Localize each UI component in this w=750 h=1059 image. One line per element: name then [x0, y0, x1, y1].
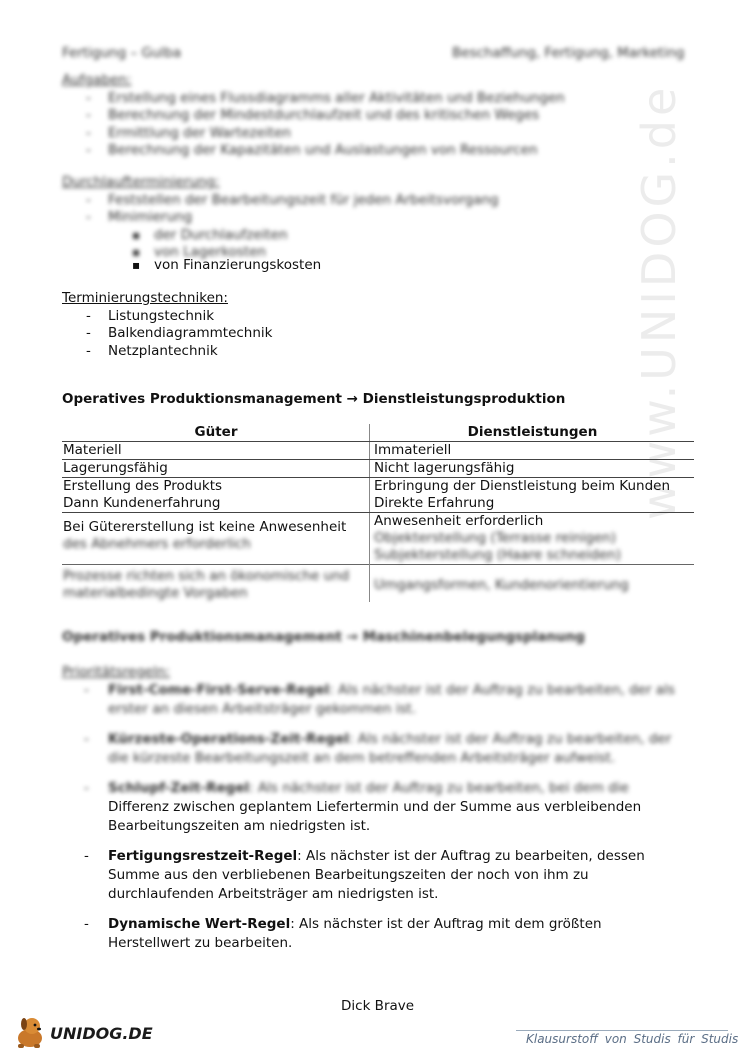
rule-text: durchlaufenden Arbeitsträger am niedrigsten ist.	[108, 886, 439, 902]
aufgaben-item: - Ermittlung der Wartezeiten	[62, 125, 565, 143]
aufgaben-item: - Berechnung der Mindestdurchlaufzeit und des kritischen Weges	[62, 107, 565, 125]
rule-name: First-Come-First-Serve-Regel	[108, 682, 330, 698]
table-row	[62, 460, 694, 478]
section-heading: Operatives Produktionsmanagement → Maschinenbelegungsplanung	[62, 629, 585, 645]
rule-name: Dynamische Wert-Regel	[108, 916, 291, 932]
table-cell	[62, 565, 370, 603]
rule-name: Kürzeste-Operations-Zeit-Regel	[108, 731, 350, 747]
rule-text: erster an diesen Arbeitsträger gekommen ist.	[108, 701, 417, 717]
table-cell-line: Erbringung der Dienstleistung beim Kunden	[374, 478, 670, 494]
table-cell-line: Subjekterstellung (Haare schneiden)	[374, 547, 621, 563]
durchlauf-section	[62, 174, 499, 262]
durchlauf-subitem: ▪ der Durchlaufzeiten	[62, 227, 499, 245]
table-cell	[62, 513, 370, 565]
table-cell	[370, 478, 695, 513]
unidog-logo[interactable]	[10, 1012, 160, 1052]
rule-item: - Kürzeste-Operations-Zeit-Regel: Als nächster ist der Auftrag zu bearbeiten, der die kürzeste Bearbeitungszeit an dem betreffenden Arbeitsträger aufweist.	[84, 730, 684, 768]
table-cell: Lagerungsfähig	[62, 460, 370, 478]
aufgaben-section	[62, 72, 565, 160]
rule-item: - Fertigungsrestzeit-Regel: Als nächster ist der Auftrag zu bearbeiten, dessen Summe aus den verbliebenen Bearbeitungszeiten der noch von ihm zu durchlaufenden Arbeitsträger am niedrigsten ist.	[84, 847, 684, 904]
rule-text: : Als nächster ist der Auftrag zu bearbeiten, dessen	[297, 848, 645, 864]
section-heading: Operatives Produktionsmanagement → Dienstleistungsproduktion	[62, 391, 566, 407]
table-header-dienstleistungen: Dienstleistungen	[370, 424, 695, 442]
table-header-row	[62, 424, 694, 442]
table-row	[62, 513, 694, 565]
rule-name: Schlupf-Zeit-Regel	[108, 780, 250, 796]
table-cell	[370, 513, 695, 565]
table-header-gueter: Güter	[62, 424, 370, 442]
table-cell	[62, 478, 370, 513]
table-cell: Immateriell	[370, 442, 695, 460]
techniken-item: - Listungstechnik	[62, 308, 272, 326]
aufgaben-title: Aufgaben:	[62, 72, 132, 88]
footer-divider	[516, 1030, 728, 1031]
prioritaetsregeln-title: Prioritätsregeln:	[62, 664, 170, 680]
table-row	[62, 478, 694, 513]
rule-text: Summe aus den verbliebenen Bearbeitungszeiten der noch von ihm zu	[108, 867, 589, 883]
rule-text: Differenz zwischen geplantem Liefertermin und der Summe aus verbleibenden	[108, 799, 642, 815]
techniken-item: - Balkendiagrammtechnik	[62, 325, 272, 343]
rule-item: - First-Come-First-Serve-Regel: Als nächster ist der Auftrag zu bearbeiten, der als erster an diesen Arbeitsträger gekommen ist.	[84, 681, 684, 719]
table-cell-line: Dann Kundenerfahrung	[63, 495, 221, 511]
comparison-table	[62, 424, 694, 602]
table-cell-line: materialbedingte Vorgaben	[63, 585, 248, 601]
techniken-section	[62, 290, 272, 360]
rule-name: Fertigungsrestzeit-Regel	[108, 848, 298, 864]
aufgaben-item: - Berechnung der Kapazitäten und Auslastungen von Ressourcen	[62, 142, 565, 160]
table-cell-line: Direkte Erfahrung	[374, 495, 495, 511]
footer-author: Dick Brave	[341, 998, 415, 1014]
aufgaben-item: - Erstellung eines Flussdiagramms aller Aktivitäten und Beziehungen	[62, 90, 565, 108]
header-left: Fertigung – Gulba	[62, 45, 182, 61]
table-cell-line: Erstellung des Produkts	[63, 478, 223, 494]
watermark: www.UNIDOG.de	[632, 83, 686, 520]
table-cell-line: Umgangsformen, Kundenorientierung	[374, 577, 629, 593]
footer-tagline: Klausurstoff von Studis für Studis	[526, 1032, 739, 1046]
rule-text: Bearbeitungszeiten am niedrigsten ist.	[108, 818, 371, 834]
rule-item: - Dynamische Wert-Regel: Als nächster ist der Auftrag mit dem größten Herstellwert zu bearbeiten.	[84, 915, 684, 953]
rule-text: Herstellwert zu bearbeiten.	[108, 935, 293, 951]
rule-text: : Als nächster ist der Auftrag zu bearbeiten, bei dem die	[249, 780, 629, 796]
rule-text: : Als nächster ist der Auftrag zu bearbeiten, der als	[329, 682, 675, 698]
techniken-title: Terminierungstechniken:	[62, 290, 228, 306]
durchlauf-subitem: ▪ von Lagerkosten	[62, 244, 499, 262]
rule-text: : Als nächster ist der Auftrag zu bearbeiten, der	[349, 731, 672, 747]
durchlauf-last	[62, 257, 321, 275]
dog-icon	[10, 1012, 50, 1052]
durchlauf-item: - Feststellen der Bearbeitungszeit für jeden Arbeitsvorgang	[62, 192, 499, 210]
table-cell-line: des Abnehmers erforderlich	[63, 536, 251, 552]
table-cell-line: Prozesse richten sich an ökonomische und	[63, 568, 350, 584]
table-row	[62, 565, 694, 603]
rule-text: : Als nächster ist der Auftrag mit dem größten	[290, 916, 602, 932]
durchlauf-title: Durchlaufterminierung:	[62, 174, 220, 190]
header-right: Beschaffung, Fertigung, Marketing	[452, 45, 685, 61]
durchlauf-item: - Minimierung	[62, 209, 499, 227]
table-cell-line: Objekterstellung (Terrasse reinigen)	[374, 530, 616, 546]
table-cell-line: Bei Gütererstellung ist keine Anwesenheit	[63, 519, 347, 535]
table-cell-line: Anwesenheit erforderlich	[374, 513, 544, 529]
table-cell	[370, 565, 695, 603]
table-cell: Nicht lagerungsfähig	[370, 460, 695, 478]
table-row	[62, 442, 694, 460]
durchlauf-subitem: ▪ von Finanzierungskosten	[62, 257, 321, 275]
logo-text: UNIDOG.DE	[50, 1024, 153, 1043]
rule-item: - Schlupf-Zeit-Regel: Als nächster ist der Auftrag zu bearbeiten, bei dem die Differenz zwischen geplantem Liefertermin und der Summe aus verbleibenden Bearbeitungszeiten am niedrigsten ist.	[84, 779, 684, 836]
rule-text: die kürzeste Bearbeitungszeit an dem betreffenden Arbeitsträger aufweist.	[108, 750, 616, 766]
table-cell: Materiell	[62, 442, 370, 460]
techniken-item: - Netzplantechnik	[62, 343, 272, 361]
